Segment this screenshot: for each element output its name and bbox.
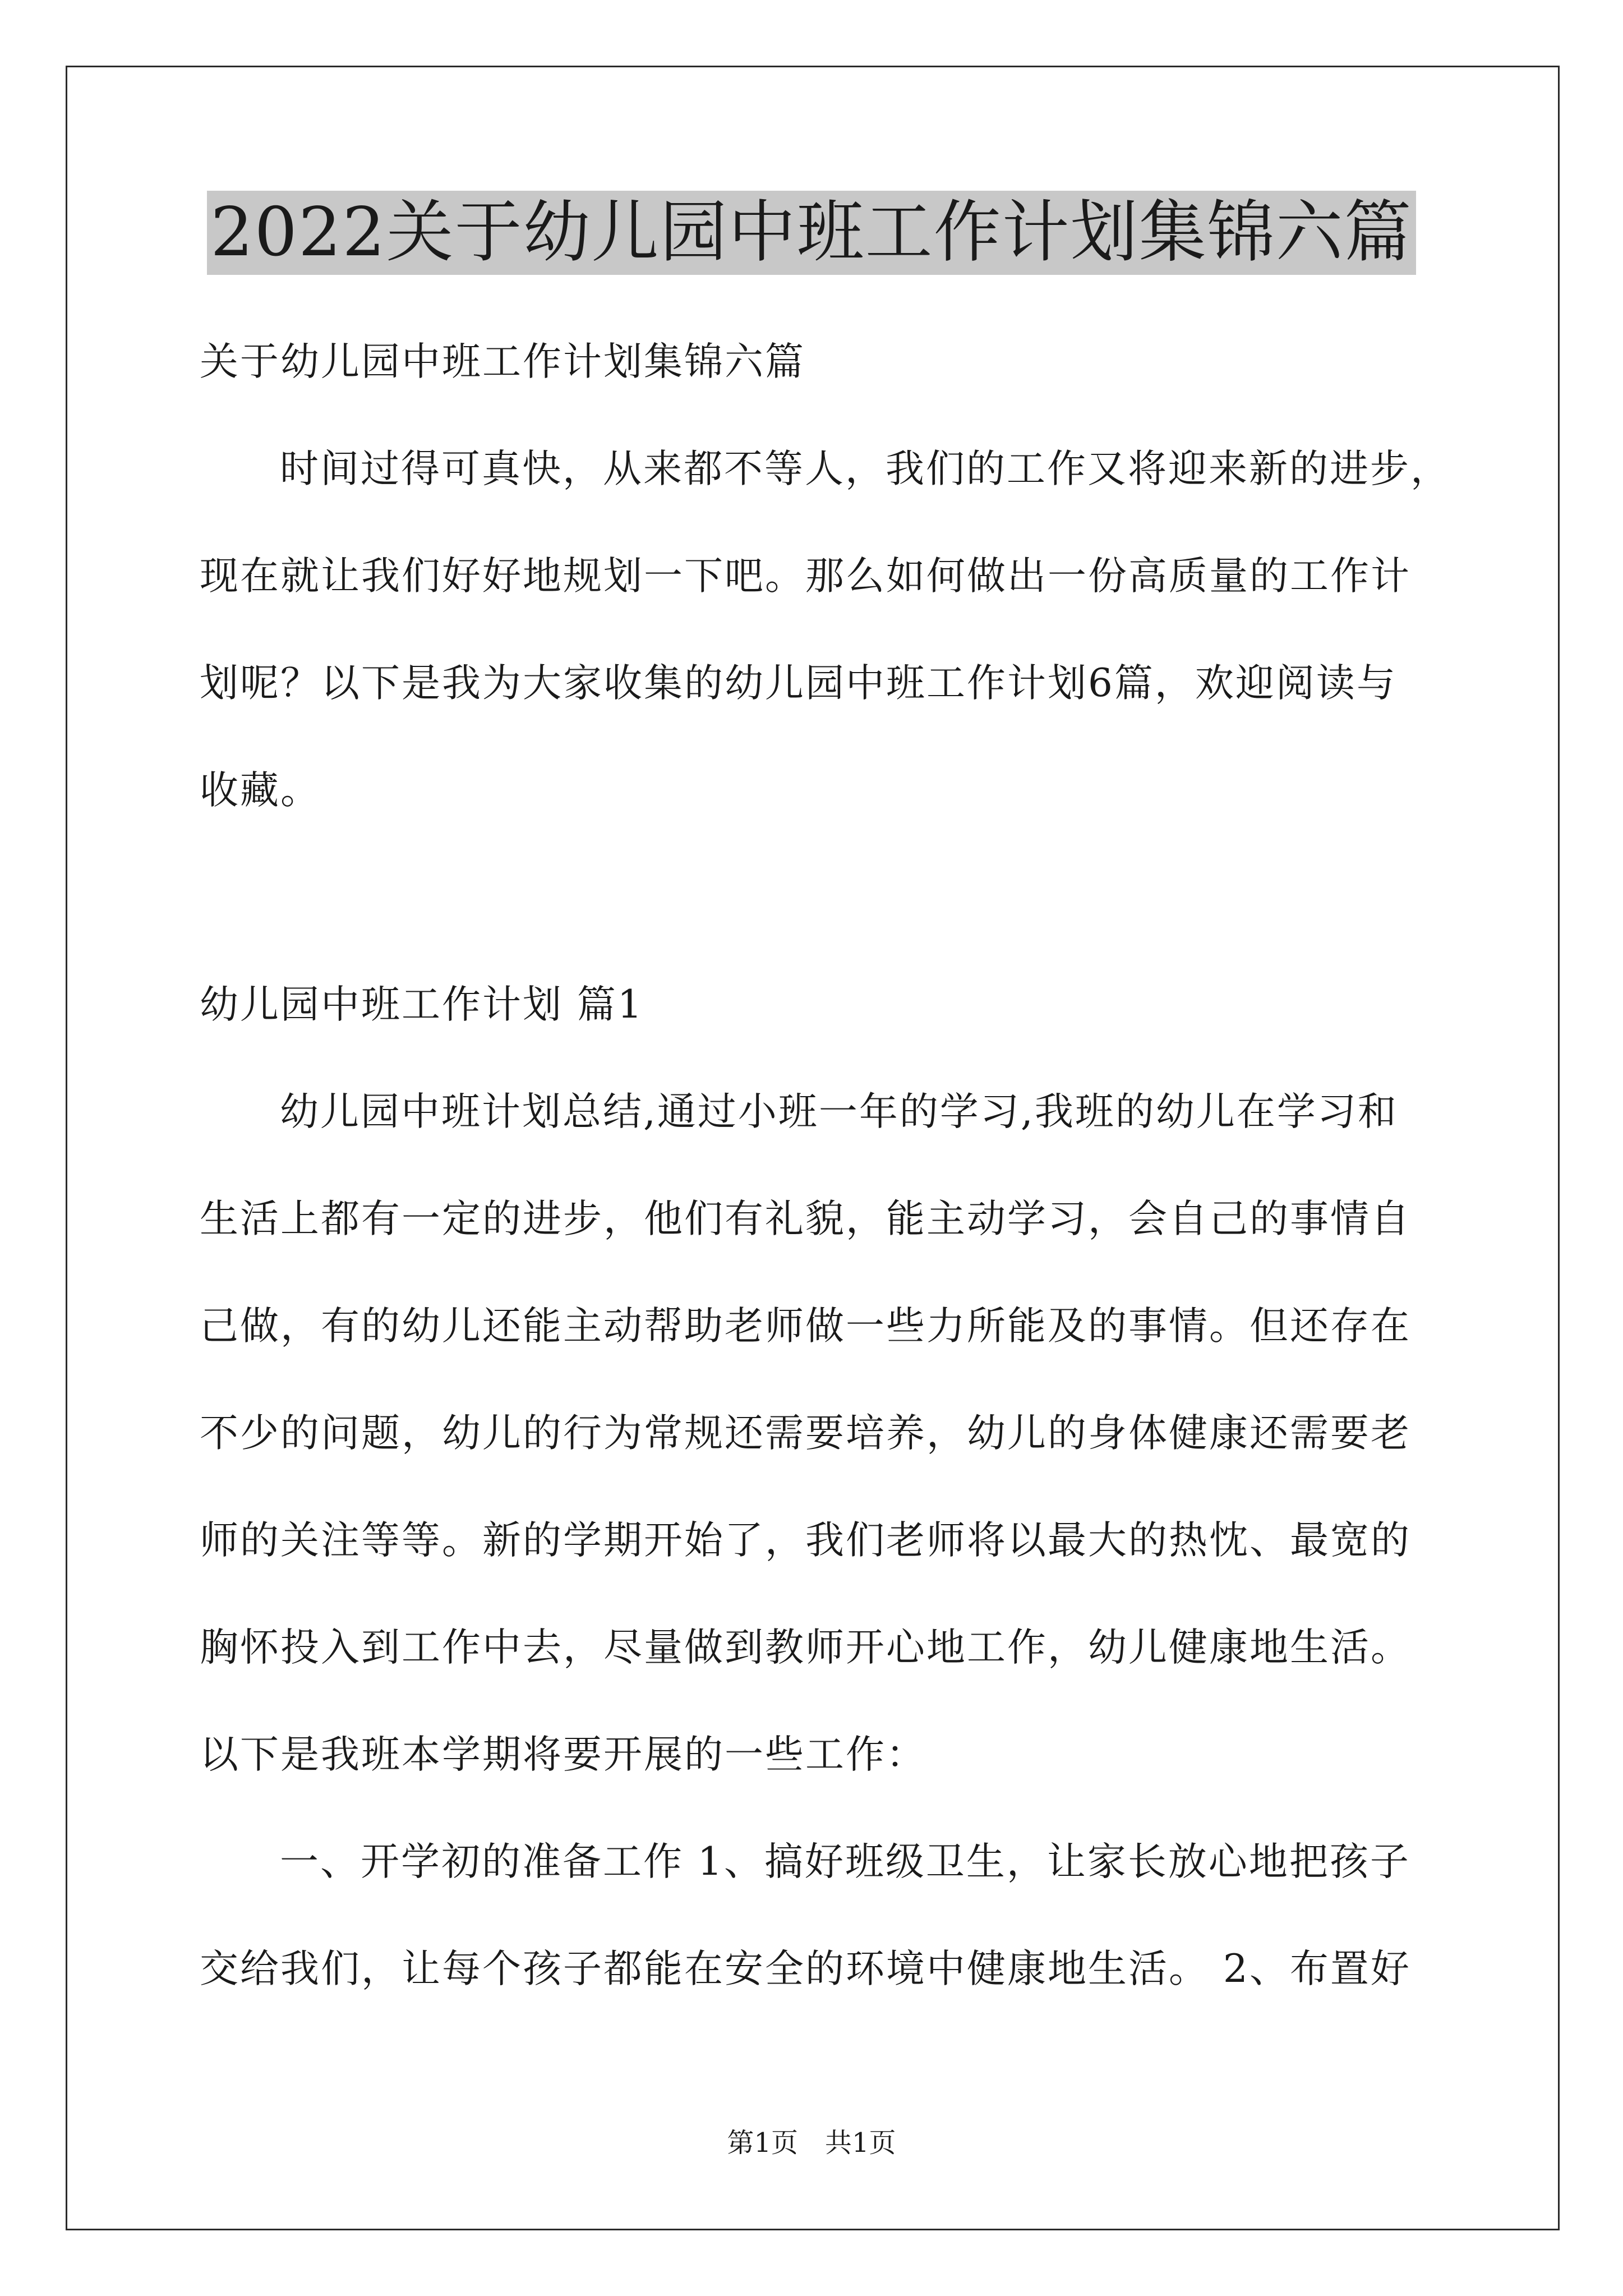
paragraph-line: 时间过得可真快，从来都不等人，我们的工作又将迎来新的进步， [280,447,1451,491]
paragraph-line: 胸怀投入到工作中去，尽量做到教师开心地工作，幼儿健康地生活。 [200,1625,1411,1670]
paragraph-line: 师的关注等等。新的学期开始了，我们老师将以最大的热忱、最宽的 [200,1518,1411,1563]
paragraph-line: 一、开学初的准备工作 1、搞好班级卫生，让家长放心地把孩子 [280,1839,1410,1884]
paragraph-line: 生活上都有一定的进步，他们有礼貌，能主动学习，会自己的事情自 [200,1197,1411,1241]
title-container [0,191,1623,275]
paragraph-line: 现在就让我们好好地规划一下吧。那么如何做出一份高质量的工作计 [200,554,1411,599]
paragraph-line: 划呢？以下是我为大家收集的幼儿园中班工作计划6篇，欢迎阅读与 [200,661,1397,706]
paragraph-line: 交给我们，让每个孩子都能在安全的环境中健康地生活。 2、布置好 [200,1947,1411,1991]
paragraph-line: 不少的问题，幼儿的行为常规还需要培养，幼儿的身体健康还需要老 [200,1411,1411,1456]
page-number-footer: 第1页 共1页 [727,2127,896,2159]
document-body [200,309,1451,2023]
document-title: 2022关于幼儿园中班工作计划集锦六篇 [207,191,1415,275]
paragraph-line: 己做，有的幼儿还能主动帮助老师做一些力所能及的事情。但还存在 [200,1304,1411,1349]
paragraph-line: 收藏。 [200,768,321,813]
paragraph-line: 幼儿园中班计划总结,通过小班一年的学习,我班的幼儿在学习和 [280,1089,1398,1134]
section-heading: 幼儿园中班工作计划 篇1 [200,982,644,1027]
blank-line [200,844,1433,951]
paragraph-line: 以下是我班本学期将要开展的一些工作： [200,1732,926,1777]
subtitle-line: 关于幼儿园中班工作计划集锦六篇 [200,339,805,384]
